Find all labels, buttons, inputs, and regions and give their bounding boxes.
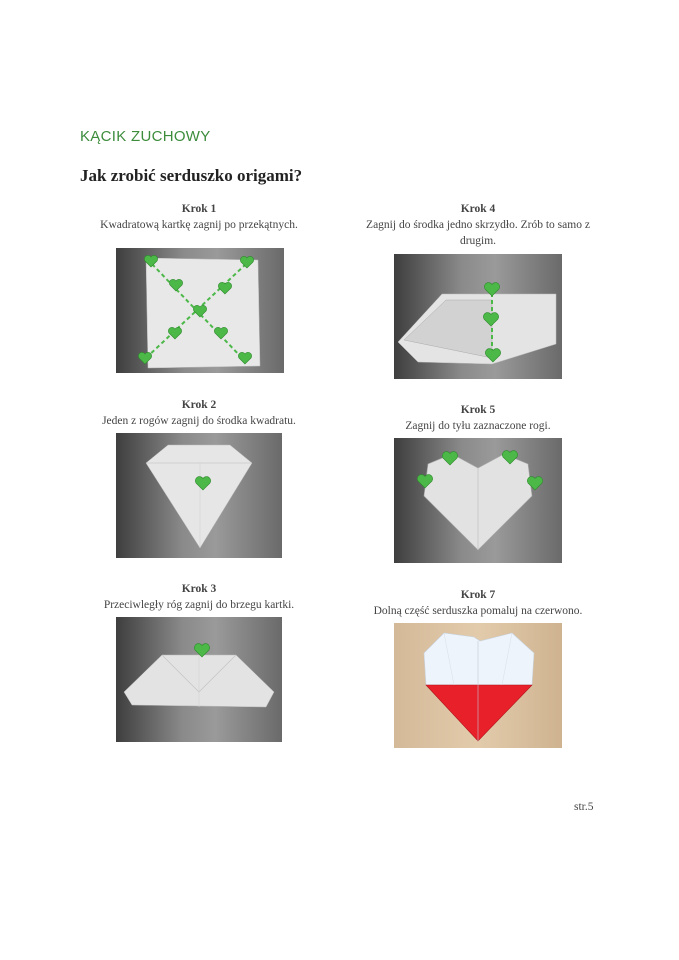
step-3-description: Przeciwległy róg zagnij do brzegu kartki. <box>103 599 295 611</box>
step-2-photo <box>116 433 282 558</box>
step-3-title: Krok 3 <box>181 583 217 595</box>
step-7 <box>358 587 598 619</box>
heart-marker-icon <box>214 327 227 339</box>
page-number: str.5 <box>574 801 594 813</box>
step-2-title: Krok 2 <box>181 399 217 411</box>
step-5-title: Krok 5 <box>460 404 496 416</box>
section-label: KĄCIK ZUCHOWY <box>80 128 211 145</box>
heart-marker-icon <box>240 256 253 268</box>
step-2-description: Jeden z rogów zagnij do środka kwadratu. <box>102 415 296 427</box>
page-title: Jak zrobić serduszko origami? <box>80 166 303 185</box>
step-2 <box>90 397 308 429</box>
step-5-description: Zagnij do tyłu zaznaczone rogi. <box>405 420 551 432</box>
heart-marker-icon <box>169 279 182 291</box>
step-4-photo <box>394 254 562 379</box>
step-1-markers <box>116 248 284 373</box>
step-1-description: Kwadratową kartkę zagnij po przekątnych. <box>100 219 298 231</box>
step-1-title: Krok 1 <box>181 203 217 215</box>
step-4-title: Krok 4 <box>460 203 496 215</box>
heart-marker-icon <box>138 352 151 364</box>
heart-marker-icon <box>193 305 206 317</box>
heart-marker-icon <box>218 282 231 294</box>
step-5-photo <box>394 438 562 563</box>
heart-marker-icon <box>168 327 181 339</box>
step-3-photo <box>116 617 282 742</box>
step-1 <box>90 201 308 233</box>
step-4-description: Zagnij do środka jedno skrzydło. Zrób to samo z drugim. <box>366 219 590 247</box>
heart-marker-icon <box>238 352 251 364</box>
step-7-title: Krok 7 <box>460 589 496 601</box>
step-4 <box>358 201 598 249</box>
step-3 <box>90 581 308 613</box>
heart-marker-icon <box>144 255 157 267</box>
step-7-photo <box>394 623 562 748</box>
step-5 <box>358 402 598 434</box>
step-7-description: Dolną część serduszka pomaluj na czerwono. <box>373 605 583 617</box>
